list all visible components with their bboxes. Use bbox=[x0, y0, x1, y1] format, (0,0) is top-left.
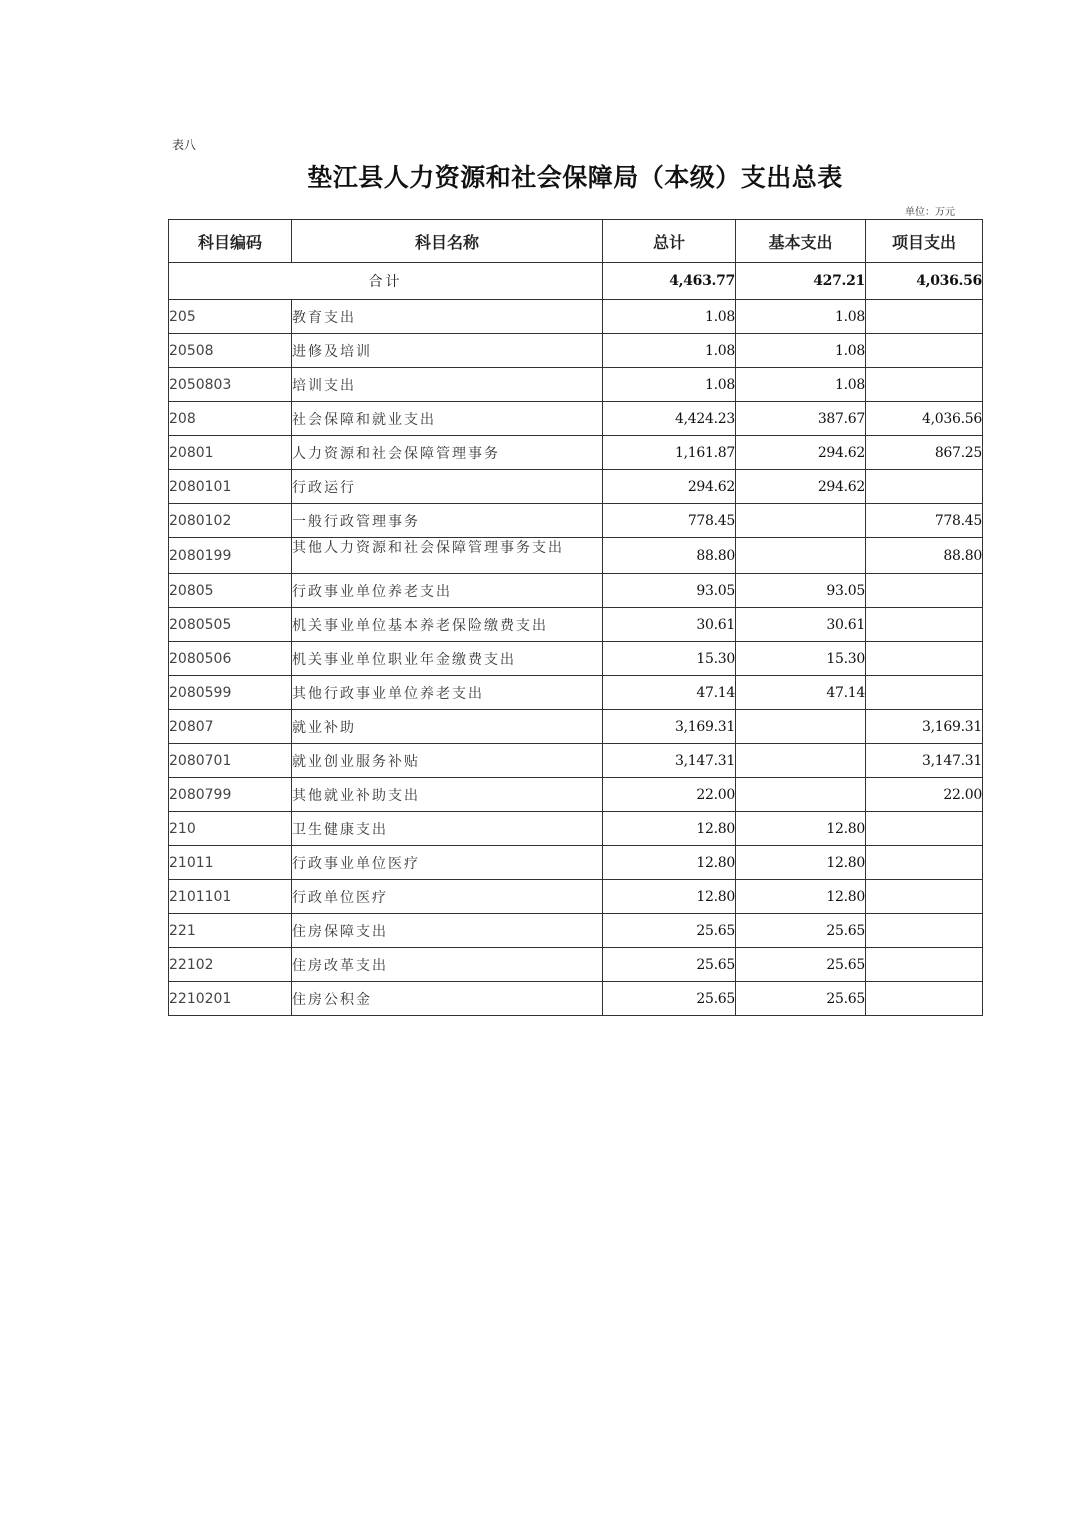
row-project: 88.80 bbox=[866, 538, 983, 574]
table-row bbox=[169, 402, 983, 436]
row-code: 210 bbox=[169, 812, 292, 846]
row-total: 30.61 bbox=[603, 608, 736, 642]
row-basic bbox=[736, 710, 866, 744]
row-total: 25.65 bbox=[603, 914, 736, 948]
row-total: 3,169.31 bbox=[603, 710, 736, 744]
table-row bbox=[169, 812, 983, 846]
row-basic: 294.62 bbox=[736, 436, 866, 470]
row-name: 住房公积金 bbox=[292, 982, 603, 1016]
row-code: 2080506 bbox=[169, 642, 292, 676]
row-name: 行政单位医疗 bbox=[292, 880, 603, 914]
row-code: 20801 bbox=[169, 436, 292, 470]
total-project: 4,036.56 bbox=[866, 263, 983, 300]
table-row bbox=[169, 880, 983, 914]
row-basic: 25.65 bbox=[736, 982, 866, 1016]
row-project: 3,147.31 bbox=[866, 744, 983, 778]
row-total: 15.30 bbox=[603, 642, 736, 676]
row-code: 20807 bbox=[169, 710, 292, 744]
column-header-name: 科目名称 bbox=[292, 220, 603, 263]
row-basic: 1.08 bbox=[736, 334, 866, 368]
row-name: 一般行政管理事务 bbox=[292, 504, 603, 538]
column-header-code: 科目编码 bbox=[169, 220, 292, 263]
row-basic: 30.61 bbox=[736, 608, 866, 642]
row-code: 2080102 bbox=[169, 504, 292, 538]
row-project: 22.00 bbox=[866, 778, 983, 812]
row-basic: 12.80 bbox=[736, 812, 866, 846]
row-basic bbox=[736, 538, 866, 574]
table-row bbox=[169, 710, 983, 744]
row-project bbox=[866, 676, 983, 710]
row-total: 3,147.31 bbox=[603, 744, 736, 778]
row-name: 行政运行 bbox=[292, 470, 603, 504]
row-total: 1,161.87 bbox=[603, 436, 736, 470]
row-total: 294.62 bbox=[603, 470, 736, 504]
column-header-project: 项目支出 bbox=[866, 220, 983, 263]
row-code: 208 bbox=[169, 402, 292, 436]
row-name: 就业补助 bbox=[292, 710, 603, 744]
row-project: 3,169.31 bbox=[866, 710, 983, 744]
row-basic bbox=[736, 778, 866, 812]
total-basic: 427.21 bbox=[736, 263, 866, 300]
row-project bbox=[866, 642, 983, 676]
table-row bbox=[169, 914, 983, 948]
row-total: 25.65 bbox=[603, 982, 736, 1016]
row-basic: 15.30 bbox=[736, 642, 866, 676]
row-total: 22.00 bbox=[603, 778, 736, 812]
total-row bbox=[169, 263, 983, 300]
row-basic: 25.65 bbox=[736, 914, 866, 948]
row-total: 25.65 bbox=[603, 948, 736, 982]
row-name: 进修及培训 bbox=[292, 334, 603, 368]
row-basic: 1.08 bbox=[736, 368, 866, 402]
table-row bbox=[169, 676, 983, 710]
row-total: 47.14 bbox=[603, 676, 736, 710]
table-row bbox=[169, 846, 983, 880]
row-total: 93.05 bbox=[603, 574, 736, 608]
table-row bbox=[169, 642, 983, 676]
row-basic: 12.80 bbox=[736, 880, 866, 914]
row-basic: 1.08 bbox=[736, 300, 866, 334]
page-title: 垫江县人力资源和社会保障局（本级）支出总表 bbox=[307, 163, 843, 192]
table-row bbox=[169, 574, 983, 608]
row-project bbox=[866, 300, 983, 334]
row-project bbox=[866, 470, 983, 504]
table-header-row bbox=[169, 220, 983, 263]
row-project bbox=[866, 812, 983, 846]
table-row bbox=[169, 948, 983, 982]
row-name: 教育支出 bbox=[292, 300, 603, 334]
table-row bbox=[169, 778, 983, 812]
row-name: 行政事业单位医疗 bbox=[292, 846, 603, 880]
row-name: 行政事业单位养老支出 bbox=[292, 574, 603, 608]
table-row bbox=[169, 982, 983, 1016]
table-row bbox=[169, 504, 983, 538]
row-project bbox=[866, 982, 983, 1016]
row-code: 221 bbox=[169, 914, 292, 948]
row-code: 2080799 bbox=[169, 778, 292, 812]
row-total: 12.80 bbox=[603, 846, 736, 880]
row-project bbox=[866, 334, 983, 368]
row-project bbox=[866, 368, 983, 402]
row-code: 2080505 bbox=[169, 608, 292, 642]
row-code: 21011 bbox=[169, 846, 292, 880]
row-name: 住房改革支出 bbox=[292, 948, 603, 982]
row-total: 88.80 bbox=[603, 538, 736, 574]
row-code: 20805 bbox=[169, 574, 292, 608]
row-code: 2080701 bbox=[169, 744, 292, 778]
row-total: 1.08 bbox=[603, 334, 736, 368]
table-row bbox=[169, 744, 983, 778]
row-basic: 47.14 bbox=[736, 676, 866, 710]
row-project bbox=[866, 914, 983, 948]
table-row bbox=[169, 470, 983, 504]
row-basic: 294.62 bbox=[736, 470, 866, 504]
row-total: 778.45 bbox=[603, 504, 736, 538]
column-header-total: 总计 bbox=[603, 220, 736, 263]
row-code: 2050803 bbox=[169, 368, 292, 402]
row-name: 机关事业单位基本养老保险缴费支出 bbox=[292, 608, 603, 642]
row-name: 卫生健康支出 bbox=[292, 812, 603, 846]
row-code: 2210201 bbox=[169, 982, 292, 1016]
row-total: 1.08 bbox=[603, 368, 736, 402]
table-row bbox=[169, 334, 983, 368]
row-name: 人力资源和社会保障管理事务 bbox=[292, 436, 603, 470]
table-number-label: 表八 bbox=[172, 138, 197, 152]
row-basic: 93.05 bbox=[736, 574, 866, 608]
table-row bbox=[169, 300, 983, 334]
row-code: 2080199 bbox=[169, 538, 292, 574]
total-label: 合计 bbox=[169, 263, 603, 300]
table-row bbox=[169, 368, 983, 402]
row-project bbox=[866, 608, 983, 642]
table-row bbox=[169, 608, 983, 642]
row-basic: 12.80 bbox=[736, 846, 866, 880]
row-code: 205 bbox=[169, 300, 292, 334]
row-total: 12.80 bbox=[603, 880, 736, 914]
row-name: 机关事业单位职业年金缴费支出 bbox=[292, 642, 603, 676]
row-code: 2080101 bbox=[169, 470, 292, 504]
row-total: 1.08 bbox=[603, 300, 736, 334]
row-project bbox=[866, 948, 983, 982]
row-basic bbox=[736, 744, 866, 778]
row-project: 867.25 bbox=[866, 436, 983, 470]
row-code: 22102 bbox=[169, 948, 292, 982]
row-name: 住房保障支出 bbox=[292, 914, 603, 948]
table-row bbox=[169, 538, 983, 574]
row-project bbox=[866, 880, 983, 914]
row-total: 4,424.23 bbox=[603, 402, 736, 436]
row-basic bbox=[736, 504, 866, 538]
expenditure-table bbox=[168, 219, 983, 1016]
unit-note: 单位：万元 bbox=[905, 207, 955, 218]
row-name: 培训支出 bbox=[292, 368, 603, 402]
table-row bbox=[169, 436, 983, 470]
row-project bbox=[866, 846, 983, 880]
row-name: 社会保障和就业支出 bbox=[292, 402, 603, 436]
row-project: 778.45 bbox=[866, 504, 983, 538]
row-code: 2080599 bbox=[169, 676, 292, 710]
row-project bbox=[866, 574, 983, 608]
row-code: 2101101 bbox=[169, 880, 292, 914]
row-name: 其他人力资源和社会保障管理事务支出 bbox=[292, 538, 603, 574]
row-basic: 25.65 bbox=[736, 948, 866, 982]
row-project: 4,036.56 bbox=[866, 402, 983, 436]
row-code: 20508 bbox=[169, 334, 292, 368]
row-name: 其他行政事业单位养老支出 bbox=[292, 676, 603, 710]
row-total: 12.80 bbox=[603, 812, 736, 846]
column-header-basic: 基本支出 bbox=[736, 220, 866, 263]
row-name: 其他就业补助支出 bbox=[292, 778, 603, 812]
row-name: 就业创业服务补贴 bbox=[292, 744, 603, 778]
row-basic: 387.67 bbox=[736, 402, 866, 436]
total-sum: 4,463.77 bbox=[603, 263, 736, 300]
